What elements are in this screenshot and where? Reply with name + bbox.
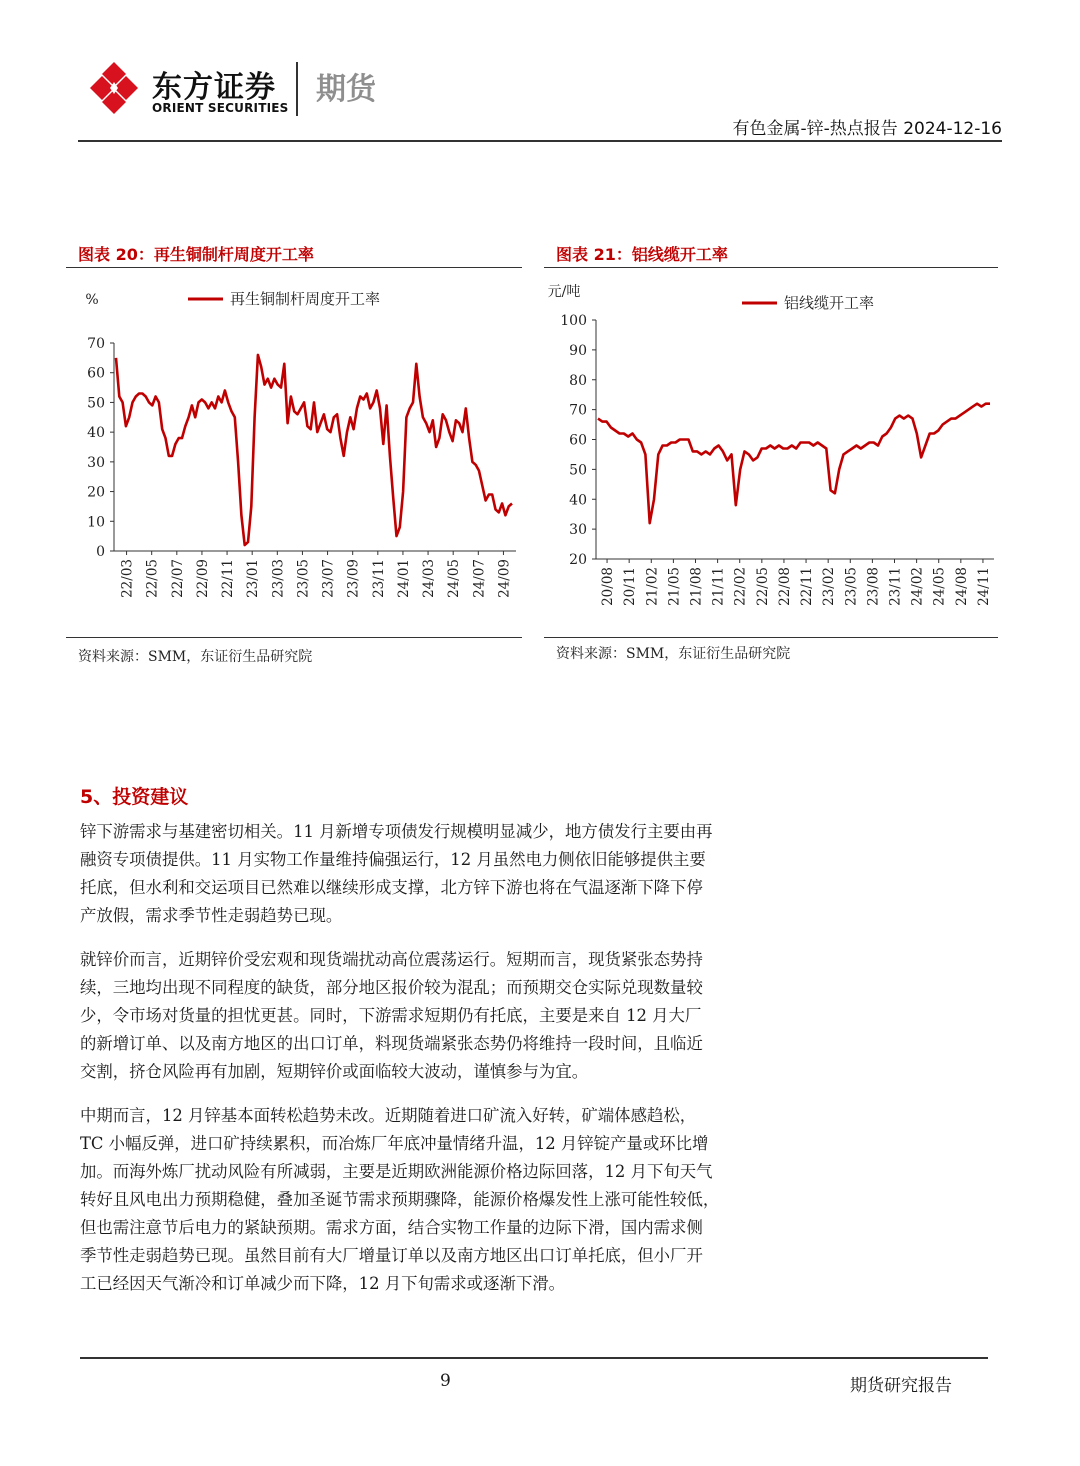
footer-rule bbox=[80, 1357, 988, 1359]
x-tick-label: 22/09 bbox=[194, 559, 211, 598]
x-tick-label: 20/08 bbox=[600, 567, 617, 606]
x-tick-label: 23/08 bbox=[865, 567, 882, 606]
x-tick-label: 22/11 bbox=[799, 567, 816, 606]
brand-divider bbox=[296, 62, 298, 116]
y-axis-unit: 元/吨 bbox=[547, 284, 581, 300]
series-line bbox=[116, 355, 512, 545]
x-tick-label: 21/08 bbox=[688, 567, 705, 606]
x-tick-label: 23/05 bbox=[295, 559, 312, 598]
figure-20-title: 图表 20：再生铜制杆周度开工率 bbox=[78, 245, 314, 264]
x-tick-label: 24/09 bbox=[496, 559, 513, 598]
x-tick-label: 24/01 bbox=[395, 559, 412, 598]
x-tick-label: 23/09 bbox=[345, 559, 362, 598]
x-tick-label: 22/11 bbox=[220, 559, 237, 598]
x-tick-label: 23/07 bbox=[320, 559, 337, 598]
x-tick-label: 24/08 bbox=[953, 567, 970, 606]
paragraph-1 bbox=[80, 818, 798, 930]
y-tick-label: 30 bbox=[569, 522, 587, 539]
paragraph-line: 续，三地均出现不同程度的缺货，部分地区报价较为混乱；而预期交仓实际兑现数量较 bbox=[80, 978, 703, 997]
x-tick-label: 22/03 bbox=[119, 559, 136, 598]
figure-21-title: 图表 21：铝线缆开工率 bbox=[556, 245, 728, 264]
x-tick-label: 24/11 bbox=[975, 567, 992, 606]
chart-20-svg bbox=[66, 270, 522, 636]
y-tick-label: 10 bbox=[87, 514, 105, 531]
y-axis-unit: % bbox=[85, 292, 99, 308]
x-tick-label: 24/05 bbox=[931, 567, 948, 606]
x-tick-label: 23/01 bbox=[245, 559, 262, 598]
figure-21-bottom-rule bbox=[544, 637, 998, 638]
x-tick-label: 22/08 bbox=[776, 567, 793, 606]
paragraph-line: 转好且风电出力预期稳健，叠加圣诞节需求预期骤降，能源价格爆发性上涨可能性较低， bbox=[80, 1190, 720, 1209]
figure-20-source: 资料来源：SMM，东证衍生品研究院 bbox=[78, 649, 313, 665]
division-label: 期货 bbox=[316, 72, 376, 107]
y-tick-label: 60 bbox=[569, 432, 587, 449]
y-tick-label: 70 bbox=[569, 402, 587, 419]
paragraph-line: 交割，挤仓风险再有加剧，短期锌价或面临较大波动，谨慎参与为宜。 bbox=[80, 1062, 589, 1081]
y-tick-label: 20 bbox=[87, 484, 105, 501]
x-tick-label: 23/11 bbox=[370, 559, 387, 598]
x-tick-label: 23/02 bbox=[821, 567, 838, 606]
x-tick-label: 24/02 bbox=[909, 567, 926, 606]
y-tick-label: 70 bbox=[87, 336, 105, 352]
report-title-line: 有色金属-锌-热点报告 2024-12-16 bbox=[732, 119, 1002, 139]
paragraph-line: 锌下游需求与基建密切相关。11 月新增专项债发行规模明显减少，地方债发行主要由再 bbox=[80, 822, 713, 841]
y-tick-label: 40 bbox=[569, 492, 587, 509]
figure-21-source: 资料来源：SMM，东证衍生品研究院 bbox=[556, 646, 791, 662]
chart-21-svg bbox=[544, 270, 998, 636]
x-tick-label: 24/03 bbox=[421, 559, 438, 598]
x-tick-label: 22/02 bbox=[732, 567, 749, 606]
y-tick-label: 30 bbox=[87, 454, 105, 471]
figure-20-top-rule bbox=[66, 267, 522, 268]
x-tick-label: 22/05 bbox=[144, 559, 161, 598]
paragraph-line: 产放假，需求季节性走弱趋势已现。 bbox=[80, 906, 343, 925]
paragraph-line: 中期而言，12 月锌基本面转松趋势未改。近期随着进口矿流入好转，矿端体感趋松， bbox=[80, 1106, 697, 1125]
paragraph-line: 就锌价而言，近期锌价受宏观和现货端扰动高位震荡运行。短期而言，现货紧张态势持 bbox=[80, 950, 703, 969]
legend-label: 再生铜制杆周度开工率 bbox=[230, 290, 381, 308]
x-tick-label: 22/07 bbox=[169, 559, 186, 598]
paragraph-line: 季节性走弱趋势已现。虽然目前有大厂增量订单以及南方地区出口订单托底，但小厂开 bbox=[80, 1246, 703, 1265]
x-tick-label: 22/05 bbox=[754, 567, 771, 606]
brand-name-cn: 东方证券 bbox=[152, 70, 276, 105]
paragraph-line: 少，令市场对货量的担忧更甚。同时，下游需求短期仍有托底，主要是来自 12 月大厂 bbox=[80, 1006, 702, 1025]
y-tick-label: 40 bbox=[87, 425, 105, 442]
header-rule bbox=[78, 140, 1002, 142]
y-tick-label: 80 bbox=[569, 372, 587, 389]
y-tick-label: 100 bbox=[560, 313, 587, 329]
y-tick-label: 50 bbox=[87, 395, 105, 412]
section-title: 5、投资建议 bbox=[80, 786, 189, 808]
paragraph-line: 的新增订单、以及南方地区的出口订单，料现货端紧张态势仍将维持一段时间，且临近 bbox=[80, 1034, 703, 1053]
y-tick-label: 60 bbox=[87, 365, 105, 382]
footer-label: 期货研究报告 bbox=[850, 1376, 952, 1396]
y-tick-label: 0 bbox=[96, 544, 105, 560]
paragraph-line: TC 小幅反弹，进口矿持续累积，而冶炼厂年底冲量情绪升温，12 月锌锭产量或环比增 bbox=[80, 1134, 709, 1153]
legend-label: 铝线缆开工率 bbox=[784, 294, 875, 312]
x-tick-label: 24/05 bbox=[446, 559, 463, 598]
y-tick-label: 50 bbox=[569, 462, 587, 479]
series-line bbox=[598, 404, 990, 524]
x-tick-label: 23/11 bbox=[887, 567, 904, 606]
y-tick-label: 20 bbox=[569, 552, 587, 568]
page-number: 9 bbox=[440, 1371, 451, 1391]
figure-20-bottom-rule bbox=[66, 637, 522, 638]
paragraph-line: 加。而海外炼厂扰动风险有所减弱，主要是近期欧洲能源价格边际回落，12 月下旬天气 bbox=[80, 1162, 713, 1181]
brand-name-en: ORIENT SECURITIES bbox=[152, 101, 289, 115]
paragraph-line: 工已经因天气渐冷和订单减少而下降，12 月下旬需求或逐渐下滑。 bbox=[80, 1274, 566, 1293]
x-tick-label: 21/05 bbox=[666, 567, 683, 606]
orient-logo-icon bbox=[88, 60, 140, 116]
paragraph-line: 融资专项债提供。11 月实物工作量维持偏强运行，12 月虽然电力侧依旧能够提供主要 bbox=[80, 850, 706, 869]
y-tick-label: 90 bbox=[569, 342, 587, 359]
paragraph-line: 但也需注意节后电力的紧缺预期。需求方面，结合实物工作量的边际下滑，国内需求侧 bbox=[80, 1218, 703, 1237]
x-tick-label: 21/11 bbox=[710, 567, 727, 606]
x-tick-label: 21/02 bbox=[644, 567, 661, 606]
x-tick-label: 20/11 bbox=[622, 567, 639, 606]
figure-21-top-rule bbox=[544, 267, 998, 268]
x-tick-label: 24/07 bbox=[471, 559, 488, 598]
x-tick-label: 23/05 bbox=[843, 567, 860, 606]
paragraph-line: 托底，但水利和交运项目已然难以继续形成支撑，北方锌下游也将在气温逐渐下降下停 bbox=[80, 878, 703, 897]
paragraph-3 bbox=[80, 1102, 798, 1298]
x-tick-label: 23/03 bbox=[270, 559, 287, 598]
paragraph-2 bbox=[80, 946, 798, 1086]
